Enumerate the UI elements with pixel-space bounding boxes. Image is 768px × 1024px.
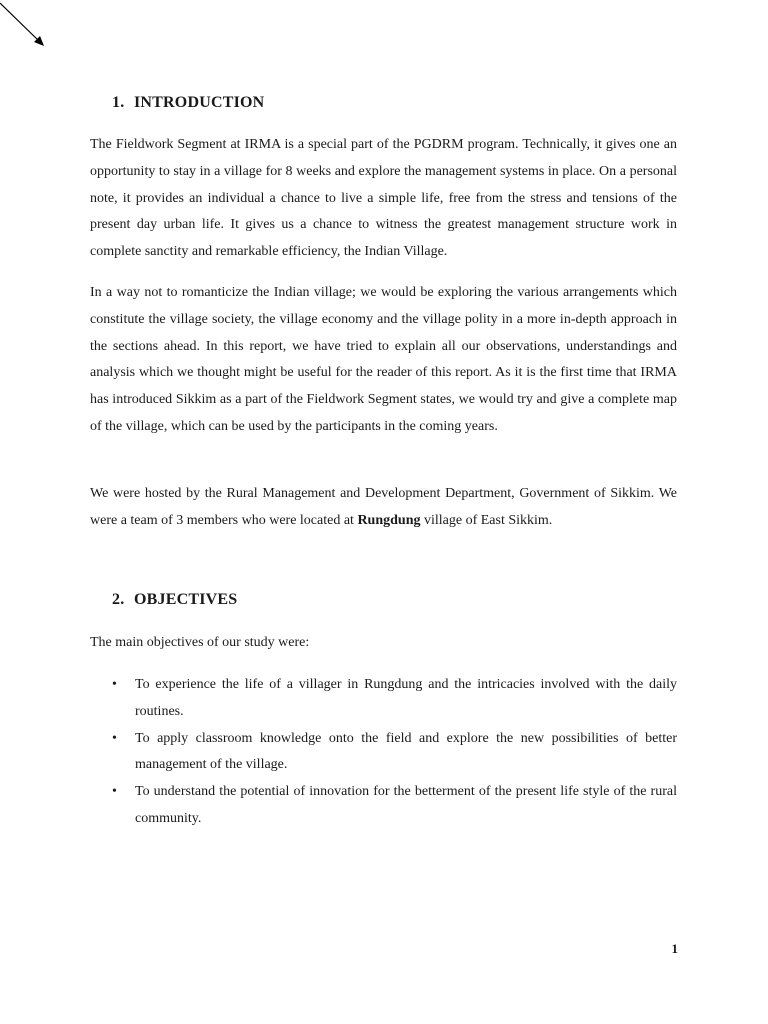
section-heading-objectives: 2. OBJECTIVES [112, 591, 238, 608]
list-item: • To understand the potential of innovation for the betterment of the present life style of the rural community. [90, 779, 677, 833]
intro-paragraph-2: In a way not to romanticize the Indian village; we would be exploring the various arrangements which constitute the village society, the village economy and the village polity in a more in-depth approach in the sections ahead. In this report, we have tried to explain all our observations, understandings and analysis which we thought might be useful for the reader of this report. As it is the first time that IRMA has introduced Sikkim as a part of the Fieldwork Segment states, we would try and give a complete map of the village, which can be used by the participants in the coming years. [90, 285, 677, 434]
corner-arrow-icon [0, 0, 60, 60]
village-name: Rungdung [357, 512, 421, 528]
page-number: 1 [671, 941, 678, 956]
section-heading-introduction: 1. INTRODUCTION [112, 94, 265, 111]
objectives-list [90, 672, 677, 833]
intro-paragraph-1: The Fieldwork Segment at IRMA is a special part of the PGDRM program. Technically, it gives one an opportunity to stay in a village for 8 weeks and explore the management systems in place. On a personal note, it provides an individual a chance to live a simple life, free from the stress and tensions of the present day urban life. It gives us a chance to witness the greatest management structure work in complete sanctity and remarkable efficiency, the Indian Village. [90, 137, 677, 260]
objectives-intro: The main objectives of our study were: [90, 635, 310, 650]
list-item: • To apply classroom knowledge onto the field and explore the new possibilities of better management of the village. [90, 726, 677, 780]
intro-paragraph-3: We were hosted by the Rural Management and Development Department, Government of Sikkim. We were a team of 3 members who were located at Rungdung village of East Sikkim. [90, 486, 677, 528]
list-item: • To experience the life of a villager in Rungdung and the intricacies involved with the daily routines. [90, 672, 677, 726]
